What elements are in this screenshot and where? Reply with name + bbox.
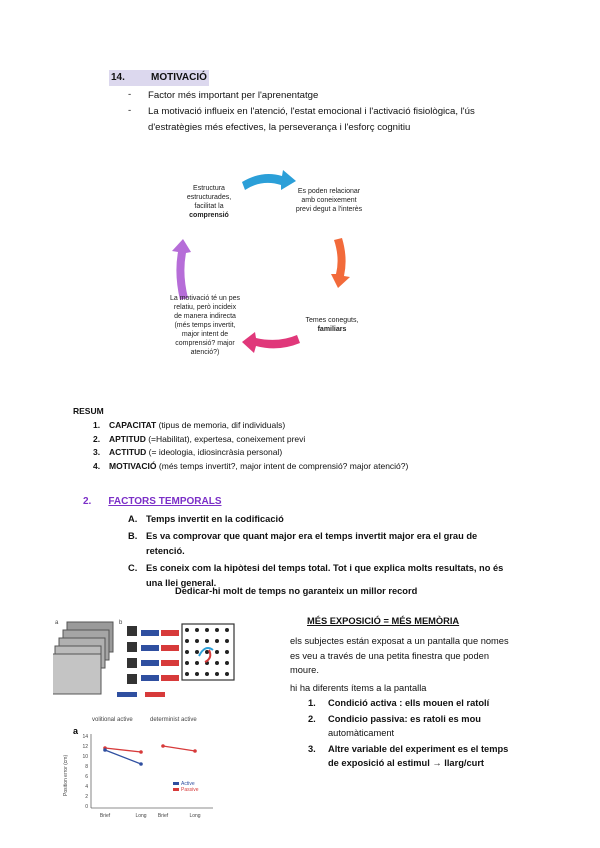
cycle-top-left: Estructura estructurades, facilitat la comprensió <box>186 185 232 219</box>
legend-active-swatch <box>173 782 179 785</box>
right-paragraph: els subjectes están exposat a un pantalla que nomes es veu a través de una petita finestra que poden moure. <box>290 636 509 675</box>
screen-stack <box>53 622 113 694</box>
section-14-title <box>109 70 209 86</box>
x-tick: Brief <box>157 813 169 819</box>
bullet-1: Factor més important per l'aprenentatge <box>148 90 319 101</box>
y-tick: 10 <box>82 754 88 760</box>
section-2-note: Dedicar-hi molt de temps no garanteix un millor record <box>175 586 418 596</box>
panel-b-label: b <box>119 620 123 626</box>
passive-line-1 <box>105 748 141 752</box>
section-2-list <box>128 512 528 591</box>
bullet-dash: - <box>128 89 132 100</box>
position-error-chart <box>55 724 225 824</box>
item-a: A. Temps invertit en la codificació <box>128 514 284 524</box>
right-intro: hi ha diferents ítems a la pantalla <box>290 683 427 693</box>
x-tick: Long <box>189 813 201 819</box>
resum-item-1: 1. CAPACITAT (tipus de memoria, dif individuals) <box>93 420 286 430</box>
right-item-2: 2. Condicio passiva: es ratoli es mou automàticament <box>308 713 481 738</box>
legend-bar-blue <box>117 692 137 697</box>
panel-a-label: a <box>55 620 59 626</box>
legend-passive: Passive <box>181 787 199 793</box>
passive-point <box>139 750 143 754</box>
passive-point <box>161 744 165 748</box>
cycle-top-right: Es poden relacionar amb coneixement previ degut a l'interès <box>295 188 363 213</box>
right-item-3: 3. Altre variable del experiment es el temps de exposició al estimul → llarg/curt <box>308 743 509 768</box>
y-tick: 14 <box>82 734 88 740</box>
section-title: MOTIVACIÓ <box>151 72 207 83</box>
chart-panel-label: a <box>73 726 79 736</box>
active-line-1 <box>105 750 141 764</box>
resum-item-4: 4. MOTIVACIÓ (més temps invertit?, major intent de comprensió? major atenció?) <box>93 460 409 471</box>
top-label-2: determinist active <box>150 717 197 723</box>
legend-bar-red <box>145 692 165 697</box>
resum-item-3: 3. ACTITUD (= ideologia, idiosincràsia personal) <box>93 447 283 457</box>
right-list <box>308 696 528 771</box>
bullet-dash: - <box>128 105 132 116</box>
passive-line-2 <box>163 746 195 751</box>
y-tick: 0 <box>85 804 88 810</box>
dot-grid <box>185 628 229 676</box>
cycle-bottom-left: La motivació té un pes relatiu, però incideix de manera indirecta (més temps invertit, major intent de comprensió? major atenció?) <box>169 295 241 356</box>
y-tick: 4 <box>85 784 88 790</box>
y-tick: 2 <box>85 794 88 800</box>
x-tick: Long <box>135 813 147 819</box>
bullet-2-cont: d'estratègies més efectives, la perseverança i l'esforç cognitiu <box>148 122 411 133</box>
right-item-1: 1. Condició activa : ells mouen el ratolí <box>308 698 490 708</box>
legend-active: Active <box>181 781 195 787</box>
y-axis-label: Position error (cm) <box>63 754 69 796</box>
arrow-purple <box>172 239 191 300</box>
legend-passive-swatch <box>173 788 179 791</box>
x-tick: Brief <box>99 813 111 819</box>
resum-item-2: 2. APTITUD (=Habilitat), expertesa, coneixement previ <box>93 433 306 444</box>
arrow-orange <box>331 238 350 288</box>
section-2-title: 2. FACTORS TEMPORALS <box>83 496 222 507</box>
experiment-figure <box>53 616 243 706</box>
figure-rows <box>127 626 179 684</box>
top-label-1: volitional active <box>92 717 133 723</box>
active-point <box>103 748 107 752</box>
passive-point <box>193 749 197 753</box>
resum-list <box>93 419 408 473</box>
bullet-2: La motivació influeix en l'atenció, l'estat emocional i l'activació fisiològica, l'ús <box>148 106 475 117</box>
section-number: 14. <box>111 72 125 83</box>
y-tick: 8 <box>85 764 88 770</box>
item-c: C. Es coneix com la hipòtesi del temps total. Tot i que explica molts resultats, no és una llei general. <box>128 563 504 588</box>
arrow-pink <box>242 332 300 353</box>
y-tick: 12 <box>82 744 88 750</box>
right-heading: MÉS EXPOSICIÓ = MÉS MEMÒRIA <box>307 616 460 626</box>
active-point <box>139 762 143 766</box>
item-b: B. Es va comprovar que quant major era el temps invertit major era el grau de retenció. <box>128 531 478 556</box>
resum-title: RESUM <box>73 406 104 416</box>
cycle-bottom-right: Temes coneguts, familiars <box>305 317 359 333</box>
y-tick: 6 <box>85 774 88 780</box>
